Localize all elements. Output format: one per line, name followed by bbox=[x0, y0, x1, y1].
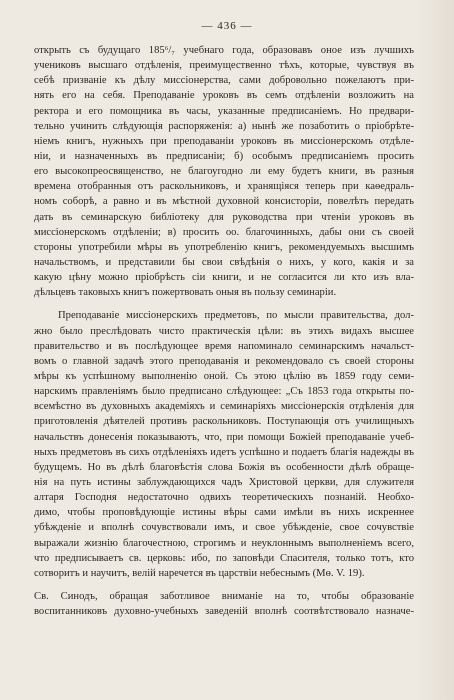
text-line: нарскимъ правленіямъ было предписано слѣдующее: „Съ 1853 года открыты по- bbox=[34, 386, 414, 398]
text-line: алтаря Господня недостаточно одвихъ теоретическихъ познаній. Необхо- bbox=[34, 492, 414, 504]
page-edge-shading bbox=[414, 0, 454, 700]
text-line: стороны употребили мѣры въ употребленію книгъ, рекомендуемыхъ высшимъ bbox=[34, 241, 414, 253]
paragraph-2 bbox=[34, 308, 414, 581]
text-line: правительство и въ послѣдующее время напоминало семинарскимъ начальст- bbox=[34, 340, 414, 352]
text-line: выражали жизнію благочестною, строгимъ и неуклоннымъ выполненіемъ всего, bbox=[34, 537, 414, 549]
text-line: жно было преслѣдовать чисто практическія цѣли: въ этихъ видахъ высшее bbox=[34, 325, 414, 337]
text-line: ніемъ книгъ, нужныхъ при преподаваніи уроковъ въ миссіонерскомъ отдѣле- bbox=[34, 135, 414, 147]
text-line: какую цѣну можно пріобрѣсть сіи книги, и не согласится ли кто изъ вла- bbox=[34, 272, 414, 284]
text-line: тельно учинить слѣдующія распоряженія: а) нынѣ же позаботить о пріобрѣте- bbox=[34, 120, 414, 132]
paragraph-gap bbox=[34, 300, 414, 308]
text-line: Св. Синодъ, обращая заботливое вниманіе на то, чтобы образованіе bbox=[34, 590, 414, 602]
text-line: номъ соборѣ, а равно и въ мѣстной духовной консисторіи, повелѣть передать bbox=[34, 196, 414, 208]
text-line: Преподаваніе миссіонерскихъ предметовъ, по мысли правительства, дол- bbox=[58, 310, 414, 322]
text-line: ныхъ предметовъ въ сихъ отдѣленіяхъ идетъ успѣшно и подаетъ благія надежды въ bbox=[34, 446, 414, 458]
text-line: учениковъ высшаго отдѣленія, преимущественно тѣхъ, которые, чувствуя въ bbox=[34, 60, 414, 72]
text-line: ректора и его помощника въ часы, указанные предписаніемъ. Но предвари- bbox=[34, 105, 414, 117]
paragraph-1 bbox=[34, 43, 414, 300]
page-number: — 436 — bbox=[201, 20, 253, 32]
text-line: дать въ семинарскую библіотеку для руководства при чтеніи уроковъ въ bbox=[34, 211, 414, 223]
text-line: приготовленія дѣятелей противъ раскольниковъ. Поступающія отъ училищныхъ bbox=[34, 416, 414, 428]
text-line: всемѣстно въ духовныхъ академіяхъ и семинаріяхъ миссіонерскія отдѣленія для bbox=[34, 401, 414, 413]
text-line: нять его на себя. Преподаваніе уроковъ въ семъ отдѣленіи возложить на bbox=[34, 90, 414, 102]
text-line: вомъ о главной задачѣ этого преподаванія и рекомендовало съ своей стороны bbox=[34, 355, 414, 367]
text-line: начальствомъ, и представили бы свои свѣдѣнія о нихъ, у кого, какія и за bbox=[34, 256, 414, 268]
paragraph-gap bbox=[34, 581, 414, 589]
text-line: себѣ призваніе къ дѣлу миссіонерства, сами добровольно пожелаютъ при- bbox=[34, 75, 414, 87]
text-line: открыть съ будущаго 185⁶/₇ учебнаго года, образовавъ оное изъ лучшихъ bbox=[34, 45, 414, 56]
text-line: убѣжденіе и вполнѣ сочувствовали имъ, и свое убѣжденіе, свое сочувствіе bbox=[34, 522, 414, 534]
text-line: ніи, и назначенныхъ въ предписаніи; б) особымъ предписаніемъ просить bbox=[34, 150, 414, 162]
text-line: времена отобранныя отъ раскольниковъ, и хранящіяся теперь при каѳедраль- bbox=[34, 181, 414, 193]
text-line: нія на путь истины заблуждающихся чадъ Христовой церкви, для служителя bbox=[34, 476, 414, 488]
body-text bbox=[34, 43, 414, 619]
text-line: сотворитъ и научитъ, велій наречется въ царствіи небеснымъ (Мѳ. V. 19). bbox=[34, 567, 365, 579]
text-line: мѣры къ успѣшному выполненію оной. Съ этою цѣлію въ 1859 году семи- bbox=[34, 370, 414, 382]
text-line: миссіонерскомъ отдѣленіи; в) просить оо. благочинныхъ, дабы они съ своей bbox=[34, 226, 414, 238]
text-line: начальствъ донесенія показываютъ, что, при помощи Божіей преподаваніе учеб- bbox=[34, 431, 414, 443]
text-line: воспитанниковъ духовно-учебныхъ заведеній вполнѣ соотвѣтствовало назначе- bbox=[34, 606, 414, 618]
text-line: будущемъ. Но въ дѣлѣ благовѣстія слова Божія въ особенности дѣлѣ обраще- bbox=[34, 461, 414, 473]
text-line: что предписываетъ св. церковь: ибо, по заповѣди Спасителя, только тотъ, кто bbox=[34, 552, 414, 564]
text-line: его высокопреосвященство, не благоугодно ли ему будетъ книги, въ разныя bbox=[34, 166, 414, 178]
text-line: димо, чтобы проповѣдующіе истины вѣры сами имѣли въ нихъ искреннее bbox=[34, 507, 414, 519]
text-line: дѣльцевъ таковыхъ книгъ пожертвовать оныя въ пользу семинаріи. bbox=[34, 287, 337, 299]
paragraph-3 bbox=[34, 589, 414, 619]
